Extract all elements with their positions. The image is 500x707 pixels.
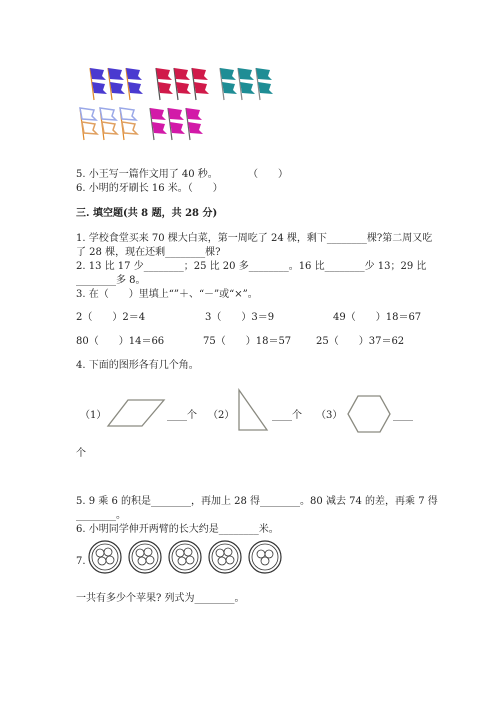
q3-title: 3. 在（ ）里填上“”＋、“－”或“×”。 [76, 289, 258, 300]
apple-plate [209, 541, 241, 573]
apple-plates [88, 540, 288, 576]
teal-flag-group [220, 68, 273, 100]
q4-blank-1: ____个 [167, 410, 197, 421]
judge-q5: 5. 小王写一篇作文用了 40 秒。 [76, 169, 218, 180]
q4-label-1: （1） [80, 410, 107, 421]
q5-line2: ________。 [76, 510, 126, 521]
apple-plate [129, 541, 161, 573]
flags-row-2 [78, 106, 218, 142]
q7-question: 一共有多少个苹果? 列式为________。 [76, 593, 245, 604]
blue-flag-group [90, 68, 143, 100]
q4-title: 4. 下面的图形各有几个角。 [76, 360, 199, 371]
q3-item: 75（ ）18＝57 [203, 336, 292, 347]
section-title: 三. 填空题(共 8 题，共 28 分) [76, 208, 218, 219]
judge-q5-paren[interactable]: （ ） [248, 169, 288, 180]
hexagon-shape [346, 394, 392, 434]
q6: 6. 小明同学伸开两臂的长大约是________米。 [76, 524, 279, 535]
q3-item: 2（ ）2＝4 [76, 312, 146, 323]
q1-line2: 了 28 棵，现在还剩________棵? [76, 247, 221, 258]
triangle-shape [236, 388, 270, 434]
apple-plate [169, 541, 201, 573]
q5-line1: 5. 9 乘 6 的积是________，再加上 28 得________。80 减去 74 的差，再乘 7 得 [76, 496, 438, 507]
q4-label-3: （3） [316, 410, 343, 421]
q3-item: 3（ ）3＝9 [205, 312, 275, 323]
q4-label-2: （2） [208, 410, 235, 421]
parallelogram-shape [106, 398, 166, 428]
pastel-flag-group [80, 108, 137, 140]
q4-blank-3: ____ [393, 410, 413, 421]
q2-line1: 2. 13 比 17 少________；25 比 20 多________。16 比________少 13；29 比 [76, 261, 427, 272]
q4-unit: 个 [76, 448, 86, 459]
q2-line2: ________多 8。 [76, 275, 146, 286]
flags-row-1 [88, 66, 288, 102]
q1-line1: 1. 学校食堂买来 70 棵大白菜，第一周吃了 24 棵，剩下________棵?第二周又吃 [76, 233, 433, 244]
judge-q6: 6. 小明的牙刷长 16 米。（ ） [76, 183, 223, 194]
magenta-flag-group [150, 108, 203, 140]
apple-plate [89, 541, 121, 573]
red-flag-group [156, 68, 209, 100]
q3-item: 80（ ）14＝66 [76, 336, 165, 347]
q3-item: 49（ ）18＝67 [333, 312, 422, 323]
q4-blank-2: ____个 [272, 410, 302, 421]
apple-plate [249, 541, 281, 573]
q7-label: 7. [76, 556, 86, 567]
q3-item: 25（ ）37＝62 [316, 336, 405, 347]
